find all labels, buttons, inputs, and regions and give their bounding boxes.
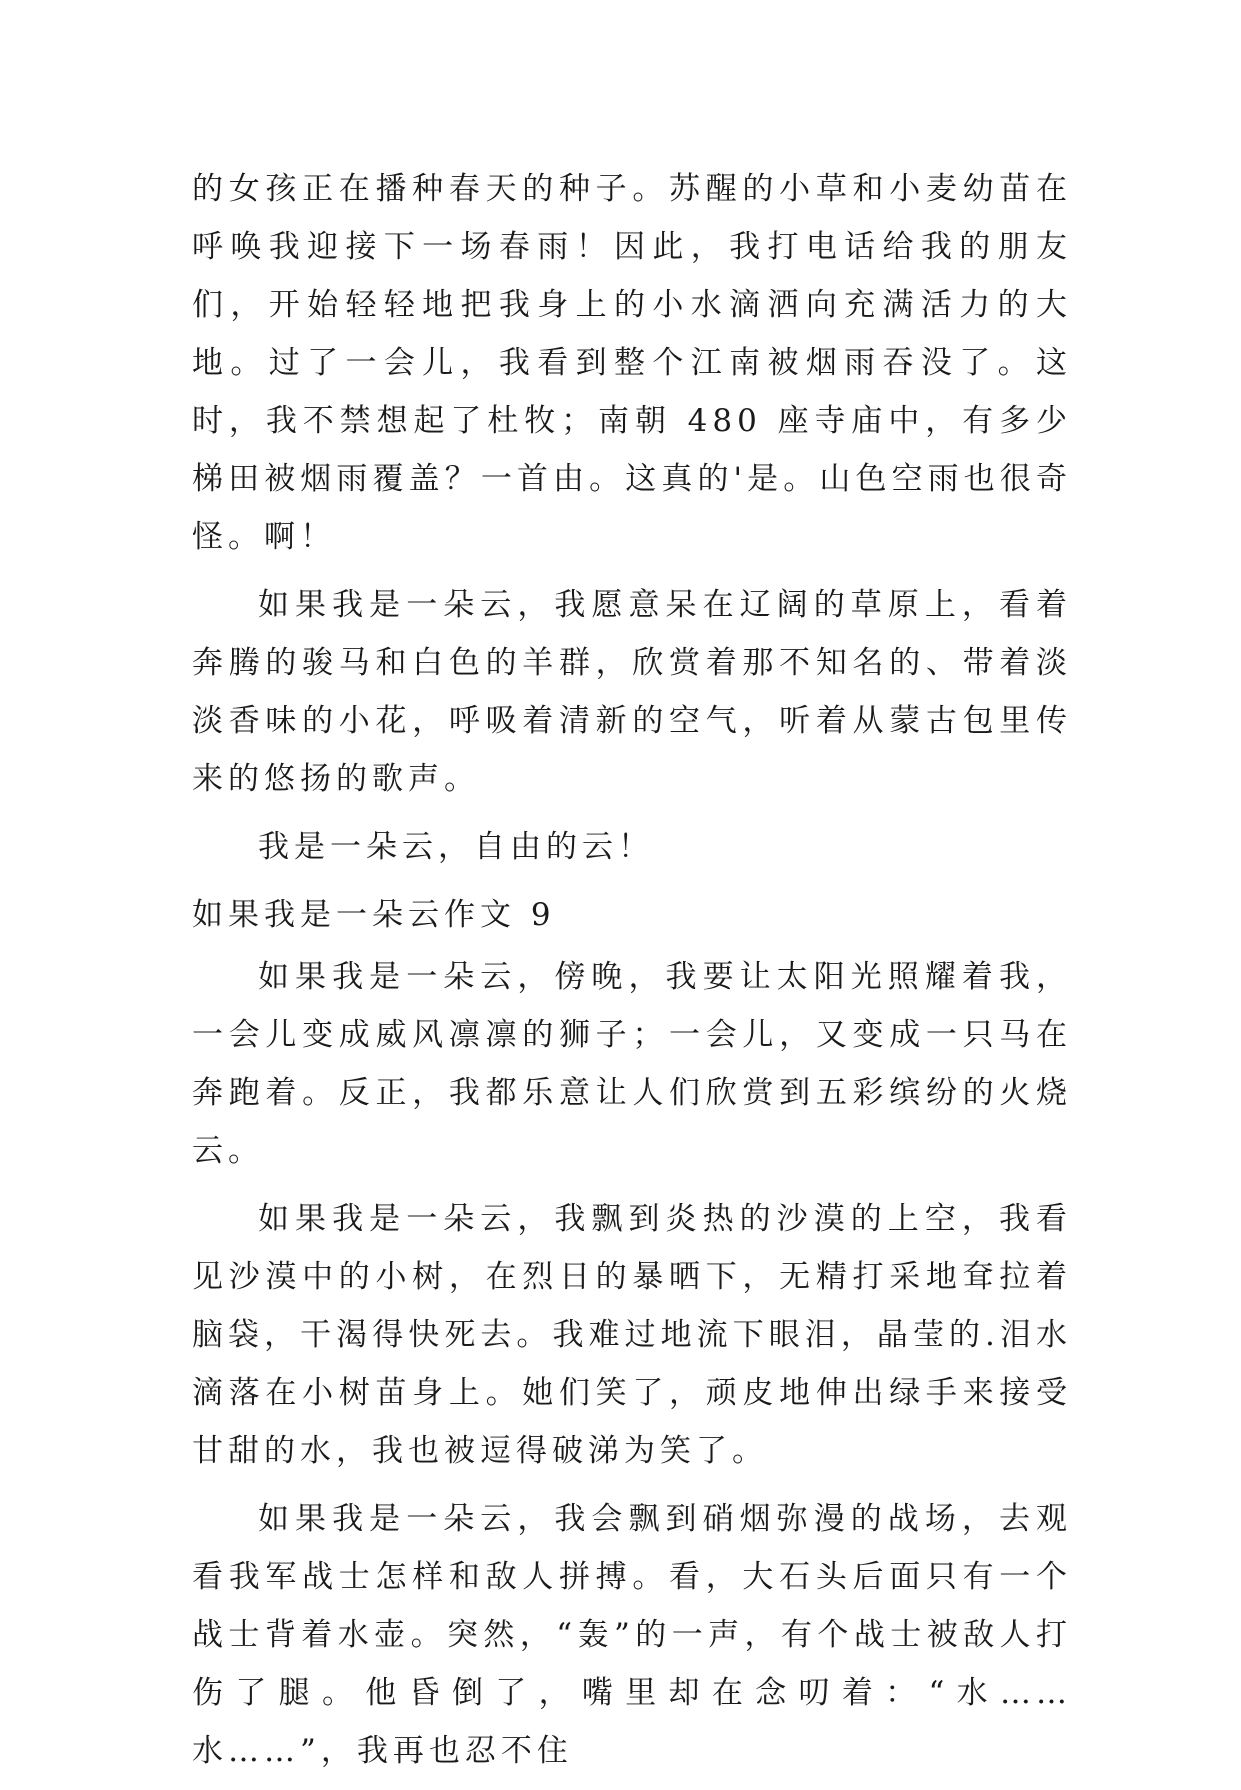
paragraph-sunset: 如果我是一朵云，傍晚，我要让太阳光照耀着我，一会儿变成威风凛凛的狮子；一会儿，又变成一只马在奔跑着。反正，我都乐意让人们欣赏到五彩缤纷的火烧云。 xyxy=(192,959,1072,1169)
paragraph-grassland: 如果我是一朵云，我愿意呆在辽阔的草原上，看着奔腾的骏马和白色的羊群，欣赏着那不知名的、带着淡淡香味的小花，呼吸着清新的空气，听着从蒙古包里传来的悠扬的歌声。 xyxy=(192,587,1072,797)
paragraph-desert: 如果我是一朵云，我飘到炎热的沙漠的上空，我看见沙漠中的小树，在烈日的暴晒下，无精打采地耷拉着脑袋，干渴得快死去。我难过地流下眼泪，晶莹的.泪水滴落在小树苗身上。她们笑了，顽皮地伸出绿手来接受甘甜的水，我也被逗得破涕为笑了。 xyxy=(192,1201,1072,1469)
paragraph-continued: 的女孩正在播种春天的种子。苏醒的小草和小麦幼苗在呼唤我迎接下一场春雨！因此，我打电话给我的朋友们，开始轻轻地把我身上的小水滴洒向充满活力的大地。过了一会儿，我看到整个江南被烟雨吞没了。这时，我不禁想起了杜牧；南朝 480 座寺庙中，有多少梯田被烟雨覆盖？一首由。这真的'是。山色空雨也很奇怪。啊！ xyxy=(192,171,1072,555)
essay-heading: 如果我是一朵云作文 9 xyxy=(192,897,556,933)
document-body xyxy=(192,160,1072,1790)
paragraph-free-cloud: 我是一朵云，自由的云！ xyxy=(258,829,654,865)
paragraph-battlefield: 如果我是一朵云，我会飘到硝烟弥漫的战场，去观看我军战士怎样和敌人拼搏。看，大石头后面只有一个战士背着水壶。突然，“轰”的一声，有个战士被敌人打伤了腿。他昏倒了，嘴里却在念叨着：“水……水……”，我再也忍不住 xyxy=(192,1501,1072,1769)
